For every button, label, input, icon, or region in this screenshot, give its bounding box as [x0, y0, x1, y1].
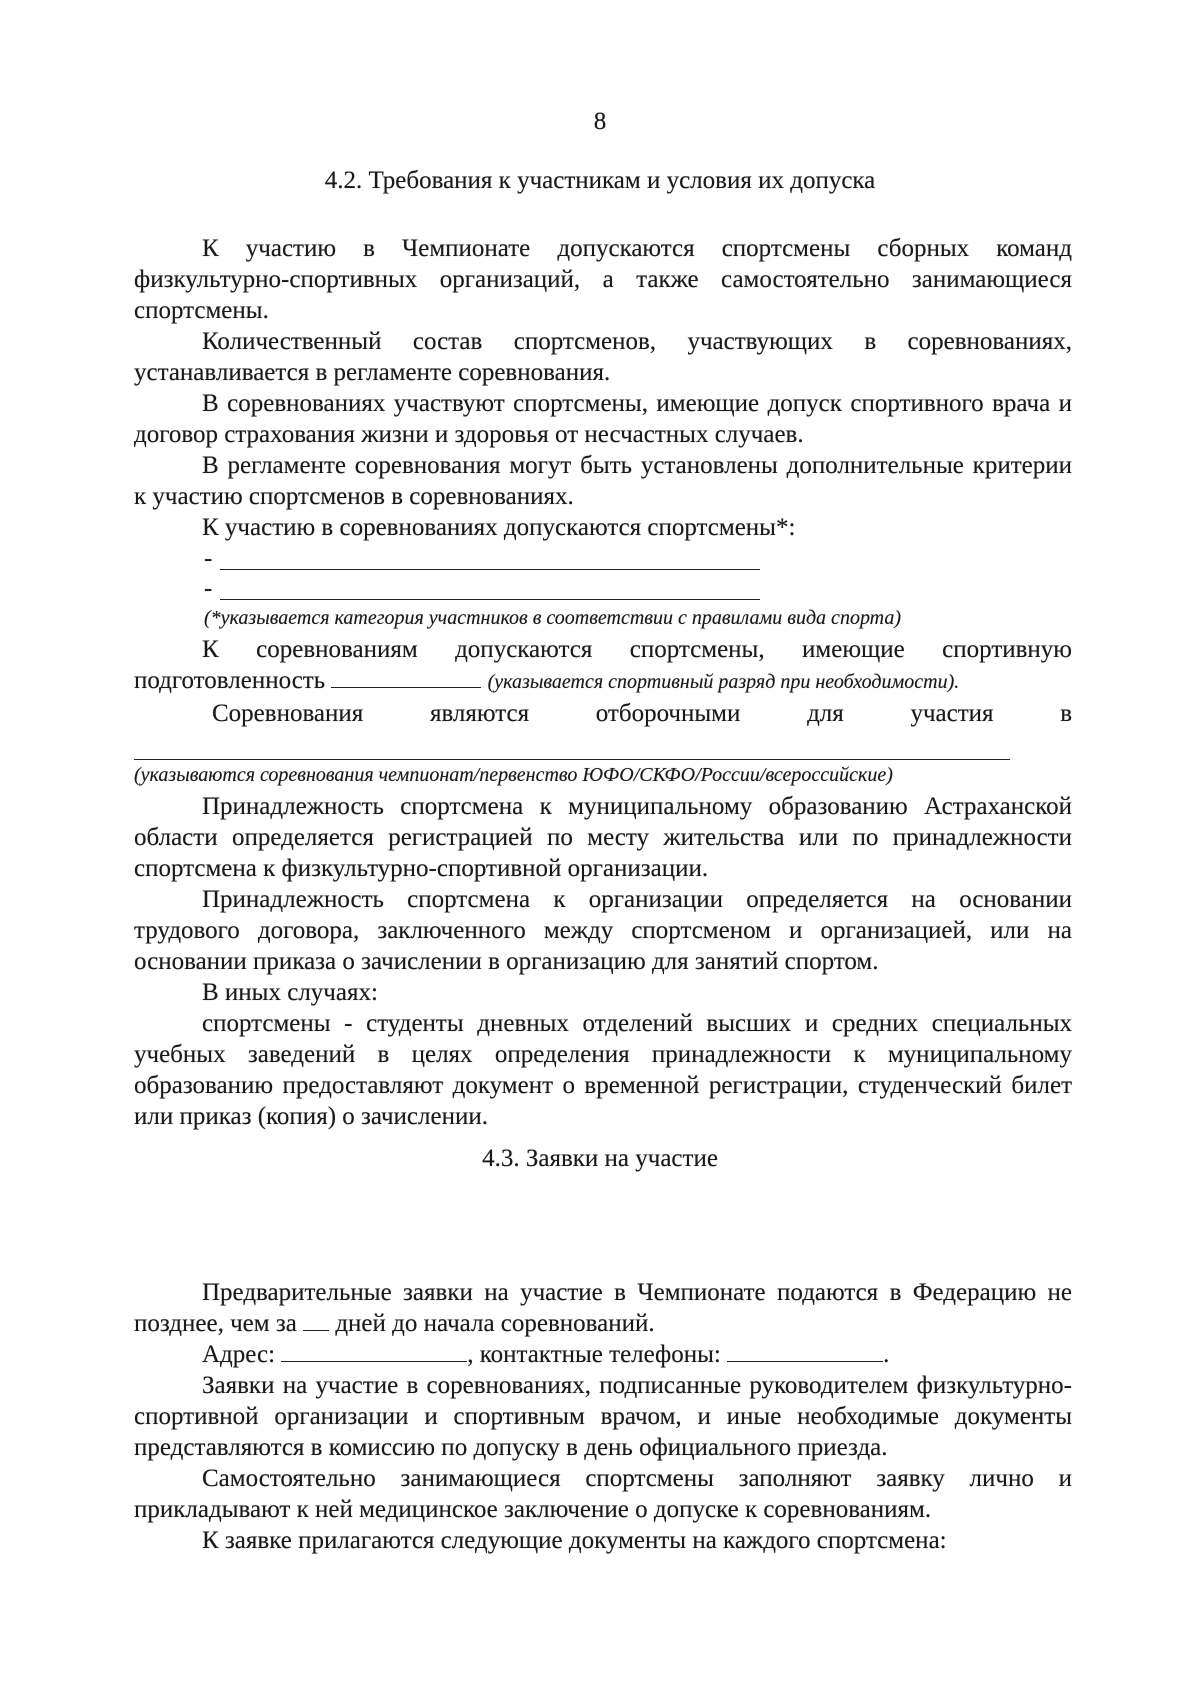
paragraph: В регламенте соревнования могут быть установлены дополнительные критерии к участию спортсменов в соревнованиях.	[134, 452, 1072, 510]
section-4-2-title: 4.2. Требования к участникам и условия их допуска	[324, 167, 876, 194]
paragraph: Заявки на участие в соревнованиях, подписанные руководителем физкультурно-спортивной организации и спортивным врачом, и иные необходимые документы представляются в комиссию по допуску в день официального приезда.	[134, 1372, 1072, 1461]
footnote-category: (*указывается категория участников в соответствии с правилами вида спорта)	[204, 607, 902, 629]
period: .	[883, 1341, 890, 1368]
blank-list-item	[134, 543, 1072, 573]
blank-line	[220, 599, 760, 600]
paragraph-text: К соревнованиям допускаются спортсмены, имеющие спортивную подготовленность	[134, 636, 1072, 694]
blank-field	[331, 665, 481, 688]
paragraph: Принадлежность спортсмена к организации определяется на основании трудового договора, заключенного между спортсменом и организацией, или на основании приказа о зачислении в организацию для занятий спортом.	[134, 886, 1072, 975]
paragraph-deadline	[134, 1277, 1072, 1339]
list-dash: -	[204, 545, 213, 572]
phones-label: , контактные телефоны:	[467, 1341, 721, 1368]
paragraph: К заявке прилагаются следующие документы на каждого спортсмена:	[202, 1527, 947, 1554]
blank-line	[220, 569, 760, 570]
paragraph: В соревнованиях участвуют спортсмены, имеющие допуск спортивного врача и договор страхования жизни и здоровья от несчастных случаев.	[134, 390, 1072, 448]
blank-list-item	[134, 573, 1072, 603]
paragraph-text: дней до начала соревнований.	[335, 1310, 655, 1337]
paragraph: Самостоятельно занимающиеся спортсмены заполняют заявку лично и прикладывают к ней медицинское заключение о допуске к соревнованиям.	[134, 1465, 1072, 1523]
paragraph: Количественный состав спортсменов, участвующих в соревнованиях, устанавливается в регламенте соревнования.	[134, 328, 1072, 386]
page-number: 8	[593, 108, 607, 135]
footnote-competitions: (указываются соревнования чемпионат/первенство ЮФО/СКФО/России/всероссийские)	[134, 764, 893, 786]
paragraph: спортсмены - студенты дневных отделений высших и средних специальных учебных заведений в целях определения принадлежности к муниципальному образованию предоставляют документ о временной регистрации, студенческий билет или приказ (копия) о зачислении.	[134, 1010, 1072, 1130]
paragraph: К участию в соревнованиях допускаются спортсмены*:	[202, 514, 796, 541]
paragraph: К участию в Чемпионате допускаются спортсмены сборных команд физкультурно-спортивных организаций, а также самостоятельно занимающиеся спортсмены.	[134, 235, 1072, 324]
paragraph: Принадлежность спортсмена к муниципальному образованию Астраханской области определяется регистрацией по месту жительства или по принадлежности спортсмена к физкультурно-спортивной организации.	[134, 793, 1072, 882]
paragraph-selection: Соревнования являются отборочными для участия в	[212, 700, 1072, 727]
section-4-3-body	[134, 1145, 1072, 1556]
blank-field	[281, 1339, 467, 1362]
address-label: Адрес:	[202, 1341, 276, 1368]
paragraph-qualification	[134, 634, 1072, 698]
section-4-2-body	[134, 233, 1072, 1132]
blank-field	[303, 1308, 329, 1331]
list-dash: -	[204, 575, 213, 602]
paragraph: В иных случаях:	[202, 979, 378, 1006]
blank-field	[727, 1339, 883, 1362]
paragraph-text: Предварительные заявки на участие в Чемпионате подаются в Федерацию не позднее, чем за	[134, 1279, 1072, 1337]
blank-line	[134, 729, 1010, 760]
paragraph-address	[134, 1339, 1072, 1370]
section-4-3-title: 4.3. Заявки на участие	[482, 1145, 718, 1172]
footnote-rank: (указывается спортивный разряд при необходимости).	[487, 671, 960, 693]
